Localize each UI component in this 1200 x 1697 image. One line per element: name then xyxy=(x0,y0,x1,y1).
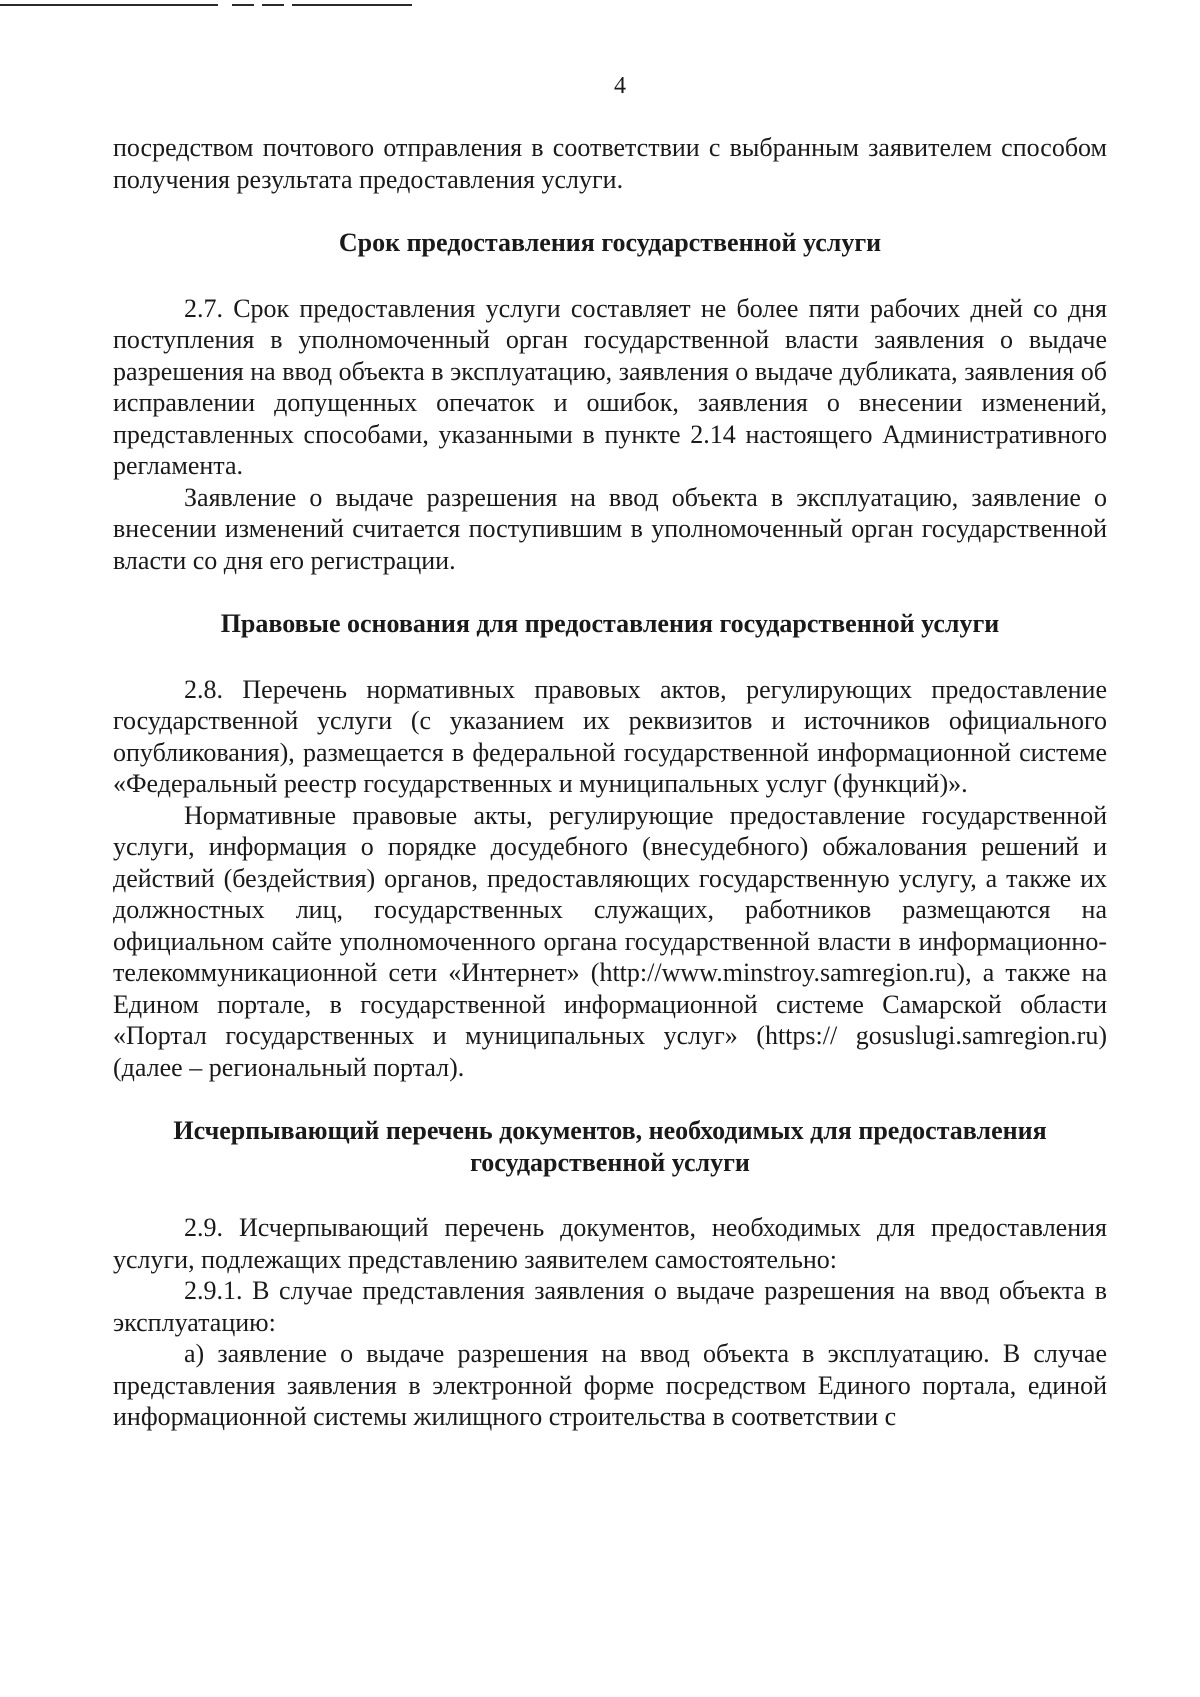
paragraph-normative-acts: Нормативные правовые акты, регулирующие предоставление государственной услуги, информация о порядке досудебного (внесудебного) обжалования решений и действий (бездействия) органов, предоставляющих государственную услугу, а также их должностных лиц, государственных служащих, работников размещаются на официальном сайте уполномоченного органа государственной власти в информационно-телекоммуникационной сети «Интернет» (http://www.minstroy.samregion.ru), а также на Едином портале, в государственной информационной системе Самарской области «Портал государственных и муниципальных услуг» (https:// gosuslugi.samregion.ru) (далее – региональный портал). xyxy=(113,800,1107,1082)
document-page xyxy=(113,70,1107,1433)
scan-artifact-line xyxy=(232,4,254,6)
paragraph-2-9-1: 2.9.1. В случае представления заявления о выдаче разрешения на ввод объекта в эксплуатацию: xyxy=(113,1276,1107,1337)
scan-artifact-line xyxy=(0,4,218,6)
scan-artifact-line xyxy=(292,4,412,6)
section-heading-documents-list: Исчерпывающий перечень документов, необходимых для предоставления государственной услуги xyxy=(173,1116,1047,1177)
paragraph-2-7: 2.7. Срок предоставления услуги составляет не более пяти рабочих дней со дня поступления в уполномоченный орган государственной власти заявления о выдаче разрешения на ввод объекта в эксплуатацию, заявления о выдаче дубликата, заявления об исправлении допущенных опечаток и ошибок, заявления о внесении изменений, представленных способами, указанными в пункте 2.14 настоящего Административного регламента. xyxy=(113,293,1107,480)
section-heading-term: Срок предоставления государственной услуги xyxy=(338,228,882,257)
paragraph-application-registration: Заявление о выдаче разрешения на ввод объекта в эксплуатацию, заявление о внесении изменений считается поступившим в уполномоченный орган государственной власти со дня его регистрации. xyxy=(113,482,1107,575)
paragraph-2-9: 2.9. Исчерпывающий перечень документов, необходимых для предоставления услуги, подлежащих представлению заявителем самостоятельно: xyxy=(113,1213,1107,1274)
page-number: 4 xyxy=(614,73,626,99)
paragraph-item-a: а) заявление о выдаче разрешения на ввод объекта в эксплуатацию. В случае представления заявления в электронной форме посредством Единого портала, единой информационной системы жилищного строительства в соответствии с xyxy=(113,1339,1107,1431)
section-heading-legal-basis: Правовые основания для предоставления государственной услуги xyxy=(220,609,1000,638)
scan-artifact-line xyxy=(262,4,284,6)
intro-paragraph: посредством почтового отправления в соответствии с выбранным заявителем способом получения результата предоставления услуги. xyxy=(113,133,1107,194)
paragraph-2-8: 2.8. Перечень нормативных правовых актов, регулирующих предоставление государственной услуги (с указанием их реквизитов и источников официального опубликования), размещается в федеральной государственной информационной системе «Федеральный реестр государственных и муниципальных услуг (функций)». xyxy=(113,674,1107,798)
